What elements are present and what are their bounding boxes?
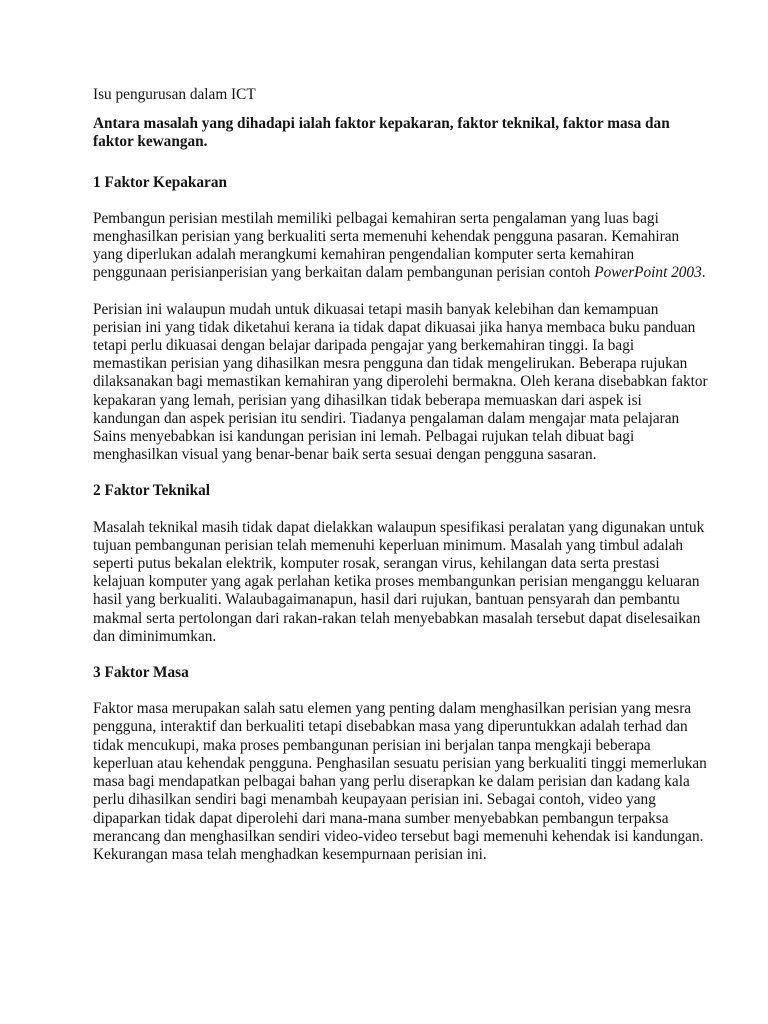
section-paragraph: Faktor masa merupakan salah satu elemen yang penting dalam menghasilkan perisian yang mesra pengguna, interaktif dan berkualiti tetapi disebabkan masa yang diperuntukkan adalah terhad dan tidak mencukupi, maka proses pembangunan perisian ini berjalan tanpa mengkaji beberapa keperluan atau kehendak pengguna. Penghasilan sesuatu perisian yang berkualiti tinggi memerlukan masa bagi mendapatkan pelbagai bahan yang perlu diserapkan ke dalam perisian dan kadang kala perlu dihasilkan sendiri bagi menambah keupayaan perisian ini. Sebagai contoh, video yang dipaparkan tidak dapat diperolehi dari mana-mana sumber menyebabkan pembangun terpaksa merancang dan menghasilkan sendiri video-video tersebut bagi memenuhi kehendak isi kandungan. Kekurangan masa telah menghadkan kesempurnaan perisian ini. <box>93 700 707 863</box>
intro-paragraph: Antara masalah yang dihadapi ialah faktor kepakaran, faktor teknikal, faktor masa dan faktor kewangan. <box>93 115 670 151</box>
section-faktor-kepakaran <box>93 174 708 465</box>
section-faktor-teknikal <box>93 482 708 646</box>
document-title: Isu pengurusan dalam ICT <box>93 86 256 103</box>
paragraph-italic-text: PowerPoint 2003 <box>594 264 702 282</box>
section-paragraph: Perisian ini walaupun mudah untuk dikuasai tetapi masih banyak kelebihan dan kemampuan perisian ini yang tidak diketahui kerana ia tidak dapat dikuasai jika hanya membaca buku panduan tetapi perlu dikuasai dengan belajar daripada pengajar yang berkemahiran tinggi. Ia bagi memastikan perisian yang dihasilkan mesra pengguna dan tidak mengelirukan. Beberapa rujukan dilaksanakan bagi memastikan kemahiran yang diperolehi bermakna. Oleh kerana disebabkan faktor kepakaran yang lemah, perisian yang dihasilkan tidak beberapa memuaskan dari aspek isi kandungan dan aspek perisian itu sendiri. Tiadanya pengalaman dalam mengajar mata pelajaran Sains menyebabkan isi kandungan perisian ini lemah. Pelbagai rujukan telah dibuat bagi menghasilkan visual yang benar-benar baik serta sesuai dengan pengguna sasaran. <box>93 300 708 464</box>
section-heading: 3 Faktor Masa <box>93 664 189 682</box>
section-heading: 1 Faktor Kepakaran <box>93 173 227 191</box>
section-heading: 2 Faktor Teknikal <box>93 482 211 500</box>
paragraph-text-end: . <box>701 264 706 282</box>
section-faktor-masa <box>93 664 708 864</box>
section-paragraph: Masalah teknikal masih tidak dapat dielakkan walaupun spesifikasi peralatan yang digunakan untuk tujuan pembangunan perisian telah memenuhi keperluan minimum. Masalah yang timbul adalah seperti putus bekalan elektrik, komputer rosak, serangan virus, kehilangan data serta prestasi kelajuan komputer yang agak perlahan ketika proses membangunkan perisian menganggu keluaran hasil yang berkualiti. Walaubagaimanapun, hasil dari rujukan, bantuan pensyarah dan pembantu makmal serta pertolongan dari rakan-rakan telah menyebabkan masalah tersebut dapat diselesaikan dan diminimumkan. <box>93 518 705 645</box>
paragraph-text: Pembangun perisian mestilah memiliki pelbagai kemahiran serta pengalaman yang luas bagi menghasilkan perisian yang berkualiti serta memenuhi kehendak pengguna pasaran. Kemahiran yang diperlukan adalah merangkumi kemahiran pengendalian komputer serta kemahiran penggunaan perisianperisian yang berkaitan dalam pembangunan perisian contoh <box>93 209 680 282</box>
section-paragraph <box>93 210 708 283</box>
